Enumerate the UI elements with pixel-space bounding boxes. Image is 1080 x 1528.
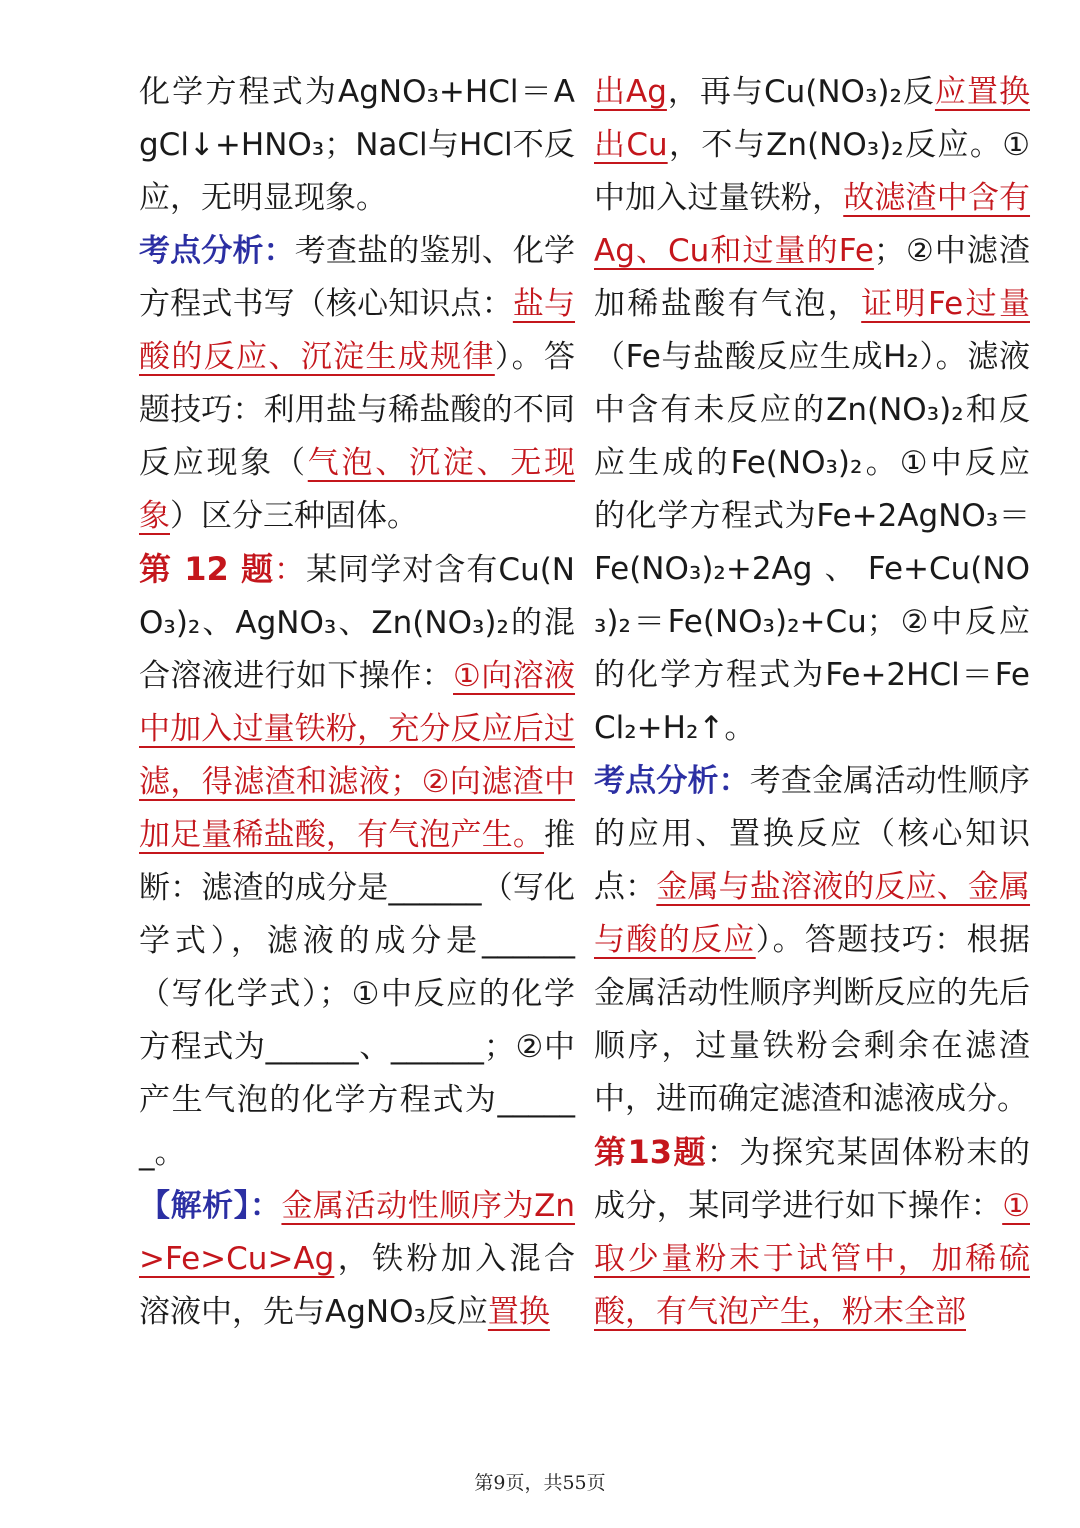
question-12 xyxy=(139,543,575,1180)
page-number-footer: 第9页，共55页 xyxy=(474,1472,606,1494)
text-span: 考查金属活动性顺序的应用、置换反应（核心知识点： xyxy=(594,763,1031,905)
analysis-label: 【解析】： xyxy=(139,1188,282,1224)
text-span: 考查盐的鉴别、化学方程式书写（核心知识点： xyxy=(139,233,576,322)
right-column xyxy=(594,66,1030,1339)
exam-point-label: 考点分析： xyxy=(594,763,750,799)
paragraph-exam-point-analysis xyxy=(139,225,575,543)
question-number-label: 第 12 题 xyxy=(139,550,275,588)
highlight-text: 证明Fe过量 xyxy=(861,286,1030,322)
text-span: 化学方程式为AgNO₃+HCl＝AgCl↓+HNO₃；NaCl与HCl不反应，无明显现象。 xyxy=(139,74,575,216)
question-colon: ： xyxy=(706,1135,740,1171)
question-text: 为探究某固体粉末的成分，某同学进行如下操作： xyxy=(594,1135,1031,1224)
text-span: ，不与Zn(NO₃)₂反应。①中加入过量铁粉， xyxy=(594,127,1030,216)
analysis-continued xyxy=(594,66,1030,755)
text-span: ，铁粉加入混合溶液中，先与AgNO₃反应 xyxy=(139,1241,575,1330)
highlight-text: ①向溶液中加入过量铁粉，充分反应后过滤，得滤渣和滤液；②向滤渣中加足量稀盐酸，有气泡产生。 xyxy=(139,658,576,853)
question-text: 某同学对含有Cu(NO₃)₂、AgNO₃、Zn(NO₃)₂的混合溶液进行如下操作： xyxy=(139,552,575,694)
highlight-text: 气泡、沉淀、无现象 xyxy=(139,445,575,534)
left-column xyxy=(139,66,575,1339)
text-span: ）。答题技巧：根据金属活动性顺序判断反应的先后顺序，过量铁粉会剩余在滤渣中，进而确定滤渣和滤液成分。 xyxy=(594,922,1031,1117)
highlight-text: 出Ag xyxy=(594,74,667,110)
text-span: ）区分三种固体。 xyxy=(170,498,418,534)
question-number-label: 第13题 xyxy=(594,1133,707,1171)
highlight-text: 故滤渣中含有Ag、Cu和过量的Fe xyxy=(594,180,1031,269)
paragraph-exam-point-analysis-2 xyxy=(594,755,1030,1126)
question-13 xyxy=(594,1126,1030,1339)
paragraph-equation-end xyxy=(139,66,575,225)
text-span: ，再与Cu(NO₃)₂反 xyxy=(666,74,935,110)
highlight-text: 金属活动性顺序为Zn>Fe>Cu>Ag xyxy=(139,1188,576,1277)
highlight-text: ①取少量粉末于试管中，加稀硫酸，有气泡产生，粉末全部 xyxy=(594,1188,1030,1330)
question-colon: ： xyxy=(274,552,307,588)
highlight-text: 应置换出Cu xyxy=(594,74,1030,163)
question-text: 推断：滤渣的成分是______（写化学式），滤液的成分是______（写化学式）；①中反应的化学方程式为______、______；②中产生气泡的化学方程式为______。 xyxy=(139,817,575,1171)
text-span: ）。答题技巧：利用盐与稀盐酸的不同反应现象（ xyxy=(139,339,576,481)
analysis-paragraph xyxy=(139,1180,575,1339)
exam-point-label: 考点分析： xyxy=(139,233,295,269)
highlight-text: 盐与酸的反应、沉淀生成规律 xyxy=(139,286,576,375)
text-span: ；②中滤渣加稀盐酸有气泡， xyxy=(594,233,1030,322)
highlight-text: 置换 xyxy=(487,1294,550,1330)
highlight-text: 金属与盐溶液的反应、金属与酸的反应 xyxy=(594,869,1031,958)
text-span: （Fe与盐酸反应生成H₂）。滤液中含有未反应的Zn(NO₃)₂和反应生成的Fe(NO₃)₂。①中反应的化学方程式为Fe+2AgNO₃＝Fe(NO₃)₂+2Ag、Fe+Cu(NO₃)₂＝Fe(NO₃)₂+Cu；②中反应的化学方程式为Fe+2HCl＝FeCl₂+H₂↑。 xyxy=(594,339,1030,746)
